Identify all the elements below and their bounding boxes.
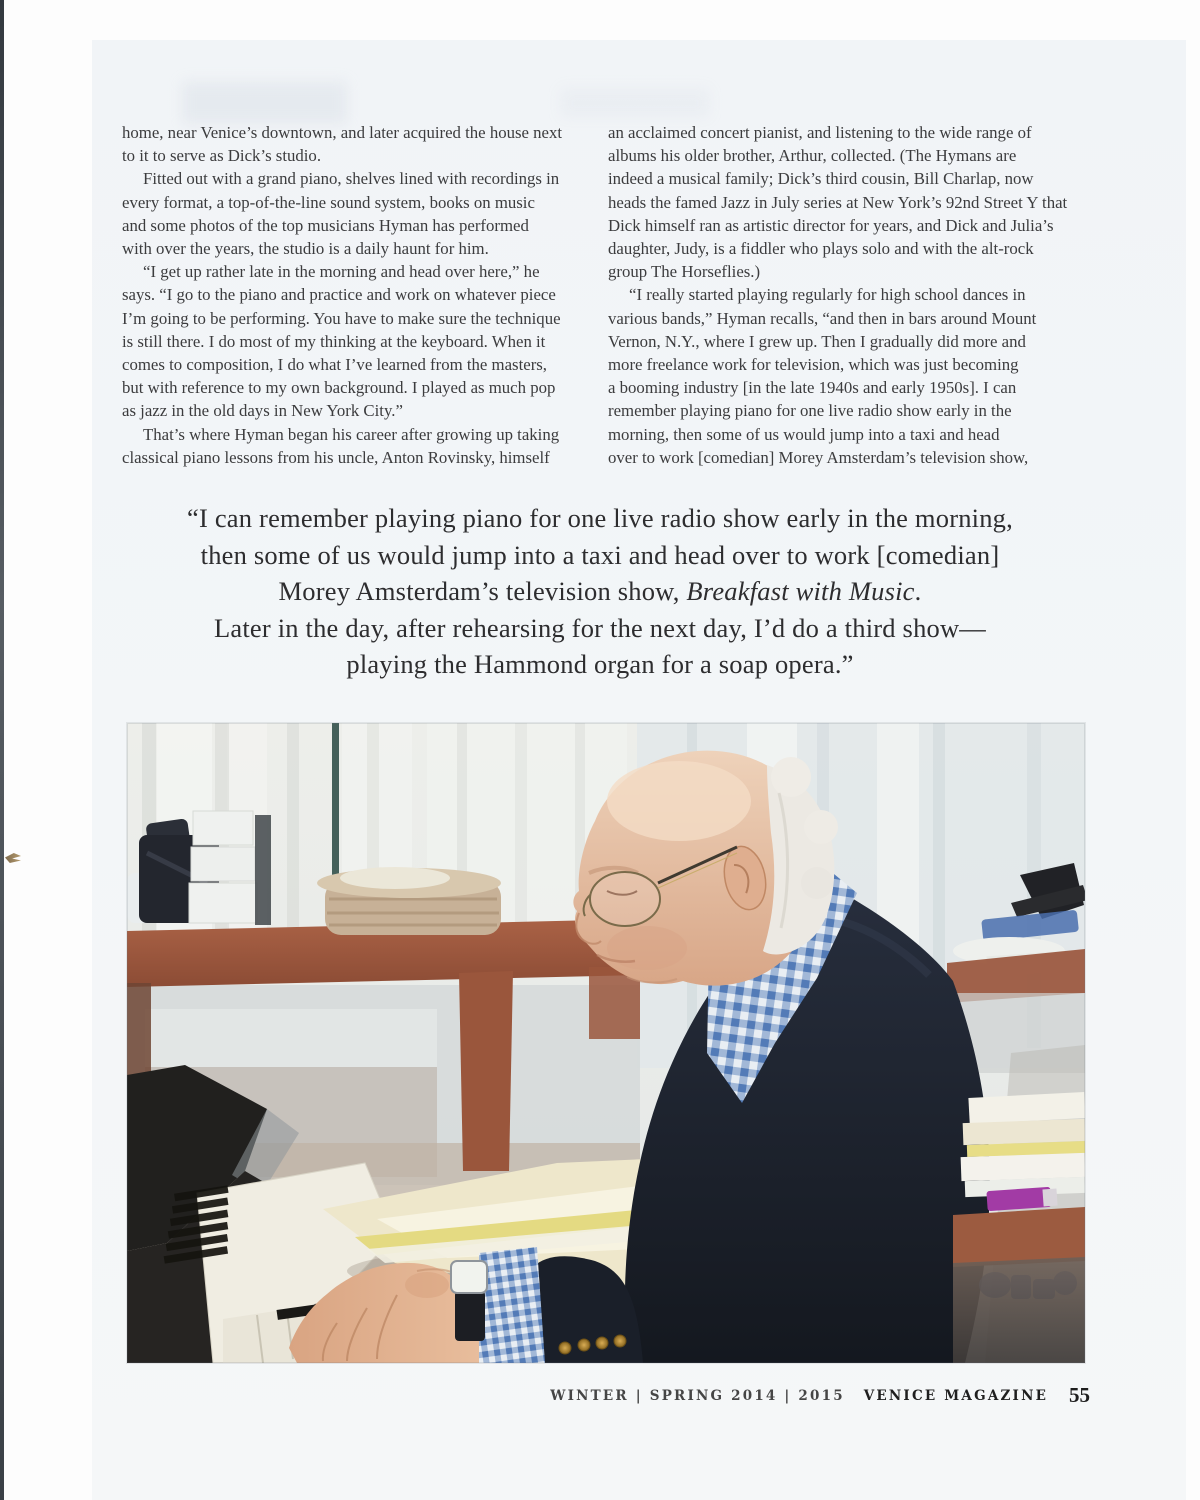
text-line: daughter, Judy, is a fiddler who plays solo and with the alt-rock [608, 239, 1034, 259]
article-column-left [122, 121, 600, 469]
text-line: “I really started playing regularly for high school dances in [629, 285, 1026, 305]
text-line: That’s where Hyman began his career after growing up taking [143, 424, 560, 444]
pull-quote-line: Later in the day, after rehearsing for the next day, I’d do a third show— [213, 612, 987, 643]
text-line: over to work [comedian] Morey Amsterdam’s television show, [608, 447, 1029, 467]
text-line: but with reference to my own background. I played as much pop [122, 378, 556, 398]
text-line: every format, a top-of-the-line sound system, books on music [122, 192, 535, 212]
pull-quote-text: Morey Amsterdam’s television show, [278, 576, 687, 607]
page-showthrough-ghost [182, 82, 347, 124]
pull-quote-text: . [914, 576, 922, 607]
pull-quote-line [53, 573, 1147, 610]
text-line: various bands,” Hyman recalls, “and then in bars around Mount [608, 308, 1037, 328]
pull-quote-line: then some of us would jump into a taxi and head over to work [comedian] [200, 539, 1000, 570]
scan-artifact-mark [5, 853, 21, 863]
text-line: Vernon, N.Y., where I grew up. Then I gradually did more and [608, 331, 1026, 351]
text-line: Fitted out with a grand piano, shelves lined with recordings in [143, 169, 560, 189]
photo-illustration [127, 723, 1085, 1363]
pull-quote-title-italic: Breakfast with Music [686, 576, 915, 607]
text-line: classical piano lessons from his uncle, Anton Rovinsky, himself [122, 447, 550, 467]
gingham-cuff [479, 1247, 545, 1363]
pull-quote-line: playing the Hammond organ for a soap opera.” [346, 649, 854, 680]
footer-page-number: 55 [1069, 1383, 1090, 1407]
text-line: says. “I go to the piano and practice and work on whatever piece [122, 285, 556, 305]
text-line: morning, then some of us would jump into a taxi and head [608, 424, 1000, 444]
text-line: an acclaimed concert pianist, and listening to the wide range of [608, 123, 1032, 142]
page-footer [92, 1381, 1090, 1406]
text-line: “I get up rather late in the morning and head over here,” he [143, 262, 540, 282]
page-showthrough-ghost [560, 88, 710, 118]
text-line: group The Horseflies.) [608, 262, 761, 282]
text-line: as jazz in the old days in New York City.” [122, 401, 403, 421]
article-column-right [608, 121, 1086, 469]
text-line: albums his older brother, Arthur, collected. (The Hymans are [608, 146, 1017, 166]
text-line: remember playing piano for one live radio show early in the [608, 401, 1012, 421]
text-line: and some photos of the top musicians Hyman has performed [122, 215, 529, 235]
text-line: is still there. I do most of my thinking at the keyboard. When it [122, 331, 546, 351]
text-line: heads the famed Jazz in July series at New York’s 92nd Street Y that [608, 192, 1068, 212]
text-line: comes to composition, I do what I’ve learned from the masters, [122, 355, 548, 375]
footer-issue: WINTER | SPRING 2014 | 2015 [550, 1388, 845, 1404]
scan-edge-strip [0, 0, 4, 1500]
text-line: I’m going to be performing. You have to make sure the technique [122, 308, 561, 328]
text-line: to it to serve as Dick’s studio. [122, 146, 322, 166]
photo-dick-hyman-at-piano [127, 723, 1085, 1363]
pull-quote [53, 500, 1147, 683]
text-line: Dick himself ran as artistic director for years, and Dick and Julia’s [608, 215, 1054, 235]
pull-quote-line: “I can remember playing piano for one live radio show early in the morning, [187, 503, 1013, 533]
text-line: a booming industry [in the late 1940s and early 1950s]. I can [608, 378, 1017, 398]
text-line: indeed a musical family; Dick’s third cousin, Bill Charlap, now [608, 169, 1034, 189]
footer-magazine-name: VENICE MAGAZINE [863, 1388, 1049, 1404]
text-line: home, near Venice’s downtown, and later acquired the house next [122, 123, 563, 142]
text-line: with over the years, the studio is a daily haunt for him. [122, 239, 489, 259]
text-line: more freelance work for television, which was just becoming [608, 355, 1019, 375]
wristwatch [451, 1261, 487, 1341]
